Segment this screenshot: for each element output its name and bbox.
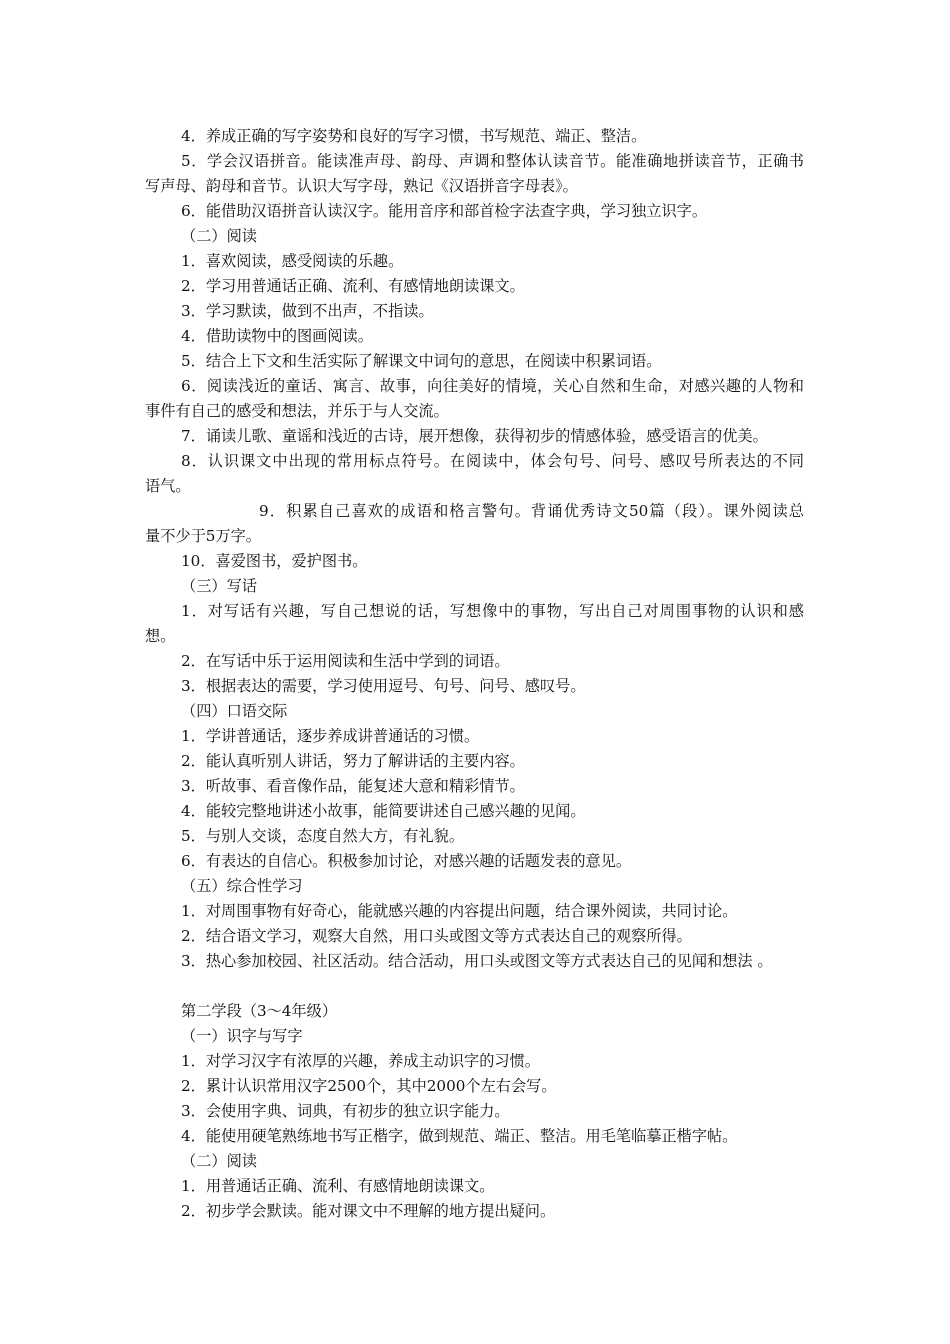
text-line: 9．积累自己喜欢的成语和格言警句。背诵优秀诗文50篇（段）。课外阅读总 [259,502,804,520]
text-line: 3．根据表达的需要，学习使用逗号、句号、问号、感叹号。 [181,677,586,695]
text-line: 3．热心参加校园、社区活动。结合活动，用口头或图文等方式表达自己的见闻和想法 。 [181,952,773,970]
text-line: 1．对周围事物有好奇心，能就感兴趣的内容提出问题，结合课外阅读，共同讨论。 [181,902,738,920]
section-heading: （五）综合性学习 [181,877,303,895]
text-line: 2．能认真听别人讲话，努力了解讲话的主要内容。 [181,752,525,770]
text-line: 1．对写话有兴趣，写自己想说的话，写想像中的事物，写出自己对周围事物的认识和感 [181,602,804,620]
section-heading: （四）口语交际 [181,702,288,720]
text-line: 想。 [145,627,176,645]
text-line: 6．有表达的自信心。积极参加讨论，对感兴趣的话题发表的意见。 [181,852,632,870]
text-line: 3．会使用字典、词典，有初步的独立识字能力。 [181,1102,510,1120]
text-line: 3．学习默读，做到不出声，不指读。 [181,302,434,320]
section-heading: （二）阅读 [181,1152,257,1170]
text-line: 5．学会汉语拼音。能读准声母、韵母、声调和整体认读音节。能准确地拼读音节，正确书 [181,152,804,170]
text-line: 8．认识课文中出现的常用标点符号。在阅读中，体会句号、问号、感叹号所表达的不同 [181,452,804,470]
text-line: 量不少于5万字。 [145,527,261,545]
text-line: 4．能使用硬笔熟练地书写正楷字，做到规范、端正、整洁。用毛笔临摹正楷字帖。 [181,1127,738,1145]
text-line: 4．养成正确的写字姿势和良好的写字习惯，书写规范、端正、整洁。 [181,127,647,145]
section-heading: （三）写话 [181,577,257,595]
text-line: 4．借助读物中的图画阅读。 [181,327,373,345]
text-line: 7．诵读儿歌、童谣和浅近的古诗，展开想像，获得初步的情感体验，感受语言的优美。 [181,427,768,445]
text-line: 2．结合语文学习，观察大自然，用口头或图文等方式表达自己的观察所得。 [181,927,692,945]
text-line: 1．学讲普通话，逐步养成讲普通话的习惯。 [181,727,480,745]
text-line: 语气。 [145,477,191,495]
stage-heading: 第二学段（3～4年级） [181,1002,338,1020]
text-line: 10．喜爱图书，爱护图书。 [181,552,368,570]
text-line: 5．结合上下文和生活实际了解课文中词句的意思，在阅读中积累词语。 [181,352,662,370]
text-line: 2．初步学会默读。能对课文中不理解的地方提出疑问。 [181,1202,556,1220]
text-line: 2．学习用普通话正确、流利、有感情地朗读课文。 [181,277,525,295]
text-line: 6．阅读浅近的童话、寓言、故事，向往美好的情境，关心自然和生命，对感兴趣的人物和 [181,377,804,395]
text-line: 1．喜欢阅读，感受阅读的乐趣。 [181,252,404,270]
text-line: 2．累计认识常用汉字2500个，其中2000个左右会写。 [181,1077,557,1095]
text-line: 5．与别人交谈，态度自然大方，有礼貌。 [181,827,465,845]
text-line: 事件有自己的感受和想法，并乐于与人交流。 [145,402,449,420]
text-line: 1．对学习汉字有浓厚的兴趣，养成主动识字的习惯。 [181,1052,540,1070]
text-line: 6．能借助汉语拼音认读汉字。能用音序和部首检字法查字典，学习独立识字。 [181,202,708,220]
section-heading: （一）识字与写字 [181,1027,303,1045]
section-heading: （二）阅读 [181,227,257,245]
text-line: 1．用普通话正确、流利、有感情地朗读课文。 [181,1177,495,1195]
text-line: 写声母、韵母和音节。认识大写字母，熟记《汉语拼音字母表》。 [145,177,578,195]
text-line: 2．在写话中乐于运用阅读和生活中学到的词语。 [181,652,510,670]
text-line: 4．能较完整地讲述小故事，能简要讲述自己感兴趣的见闻。 [181,802,586,820]
text-line: 3．听故事、看音像作品，能复述大意和精彩情节。 [181,777,525,795]
